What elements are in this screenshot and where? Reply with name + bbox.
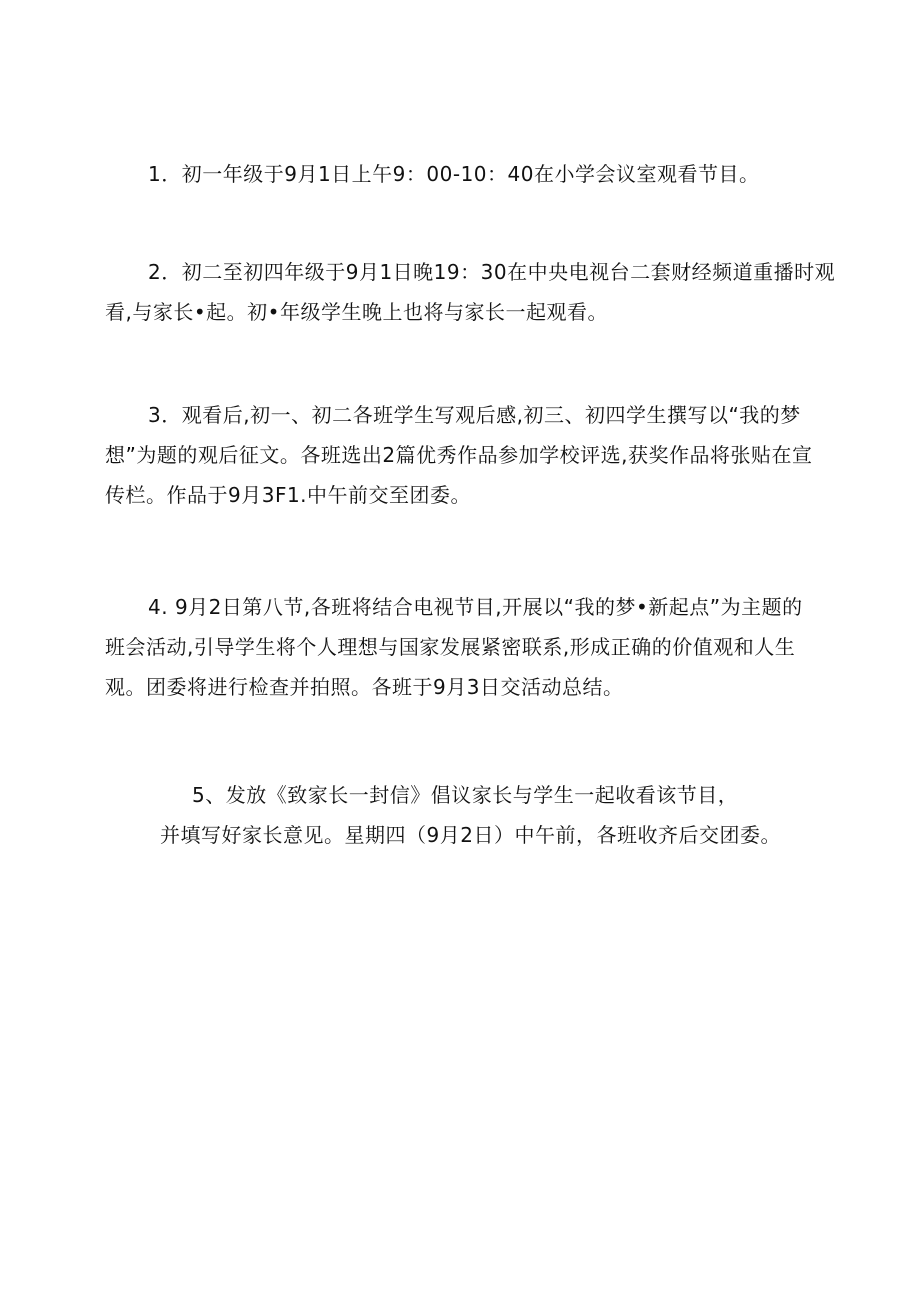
- paragraph-line: 观。团委将进行检查并拍照。各班于9月3日交活动总结。: [105, 675, 624, 699]
- paragraph-line: 1．初一年级于9月1日上午9：00-10：40在小学会议室观看节目。: [148, 162, 760, 186]
- paragraph-line: 3．观看后,初一、初二各班学生写观后感,初三、初四学生撰写以“我的梦: [148, 403, 801, 427]
- paragraph-line: 并填写好家长意见。星期四（9月2日）中午前，各班收齐后交团委。: [160, 823, 781, 847]
- paragraph-line: 想”为题的观后征文。各班选出2篇优秀作品参加学校评选,获奖作品将张贴在宣: [105, 443, 813, 467]
- paragraph-line: 看,与家长•起。初•年级学生晚上也将与家长一起观看。: [105, 300, 608, 324]
- paragraph-line: 传栏。作品于9月3F1.中午前交至团委。: [105, 483, 472, 507]
- paragraph-item-5: [0, 775, 920, 855]
- paragraph-item-4: [105, 587, 820, 707]
- paragraph-item-1: [105, 154, 820, 194]
- paragraph-line: 5、发放《致家长一封信》倡议家长与学生一起收看该节目，: [192, 783, 739, 807]
- paragraph-line: 班会活动,引导学生将个人理想与国家发展紧密联系,形成正确的价值观和人生: [105, 635, 796, 659]
- paragraph-item-3: [105, 395, 820, 515]
- paragraph-line: 2．初二至初四年级于9月1日晚19：30在中央电视台二套财经频道重播时观: [148, 260, 836, 284]
- paragraph-item-2: [105, 252, 836, 332]
- paragraph-line: 4. 9月2日第八节,各班将结合电视节目,开展以“我的梦•新起点”为主题的: [148, 595, 803, 619]
